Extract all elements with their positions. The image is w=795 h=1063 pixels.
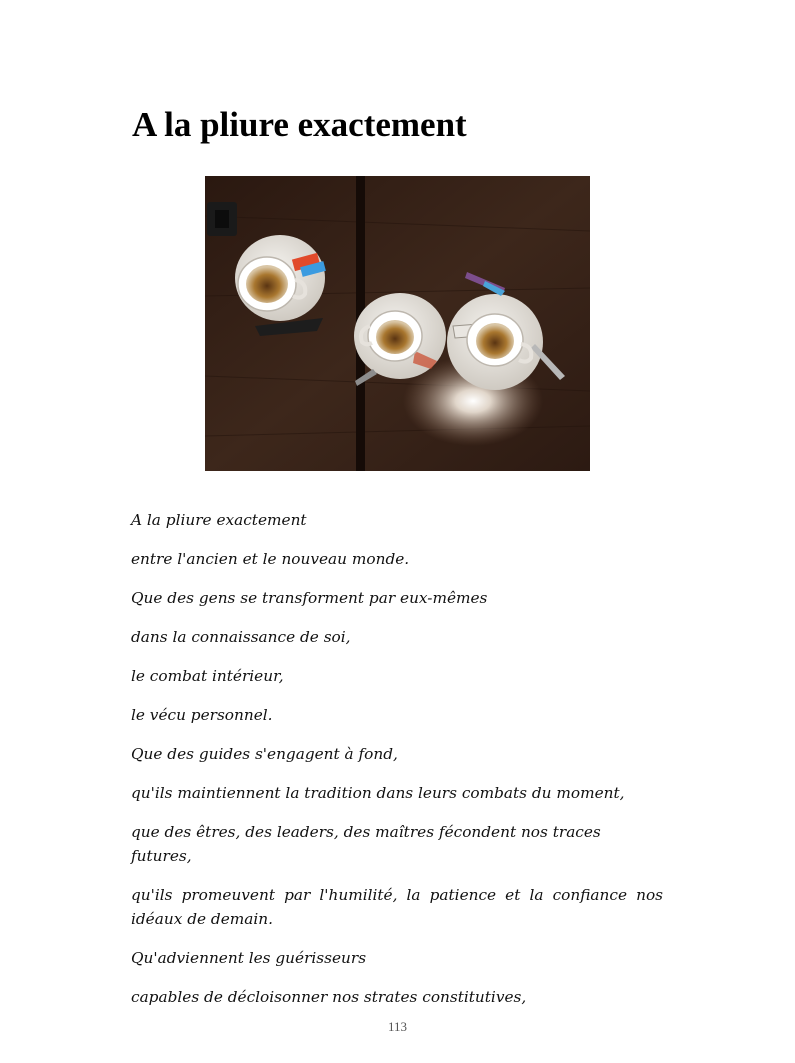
poem-line: Que des guides s'engagent à fond, bbox=[131, 745, 398, 763]
poem-line: qu'ils maintiennent la tradition dans leurs combats du moment, bbox=[131, 784, 625, 802]
page-title: A la pliure exactement bbox=[132, 105, 467, 144]
coffee-cups-photo bbox=[205, 176, 590, 471]
poem-line: que des êtres, des leaders, des maîtres fécondent nos traces futures, bbox=[131, 823, 601, 865]
page-number: 113 bbox=[387, 1019, 408, 1034]
poem-line: Qu'adviennent les guérisseurs bbox=[131, 949, 367, 967]
poem-line: le combat intérieur, bbox=[131, 667, 284, 685]
poem bbox=[131, 508, 663, 1024]
poem-line: Que des gens se transforment par eux-mêmes bbox=[131, 589, 488, 607]
poem-line: le vécu personnel. bbox=[131, 706, 273, 724]
poem-line: dans la connaissance de soi, bbox=[131, 628, 351, 646]
poem-line: capables de décloisonner nos strates constitutives, bbox=[131, 988, 527, 1006]
poem-line: A la pliure exactement bbox=[131, 511, 307, 529]
poem-line: entre l'ancien et le nouveau monde. bbox=[131, 550, 410, 568]
poem-line: qu'ils promeuvent par l'humilité, la patience et la confiance nos idéaux de demain. bbox=[131, 886, 663, 928]
